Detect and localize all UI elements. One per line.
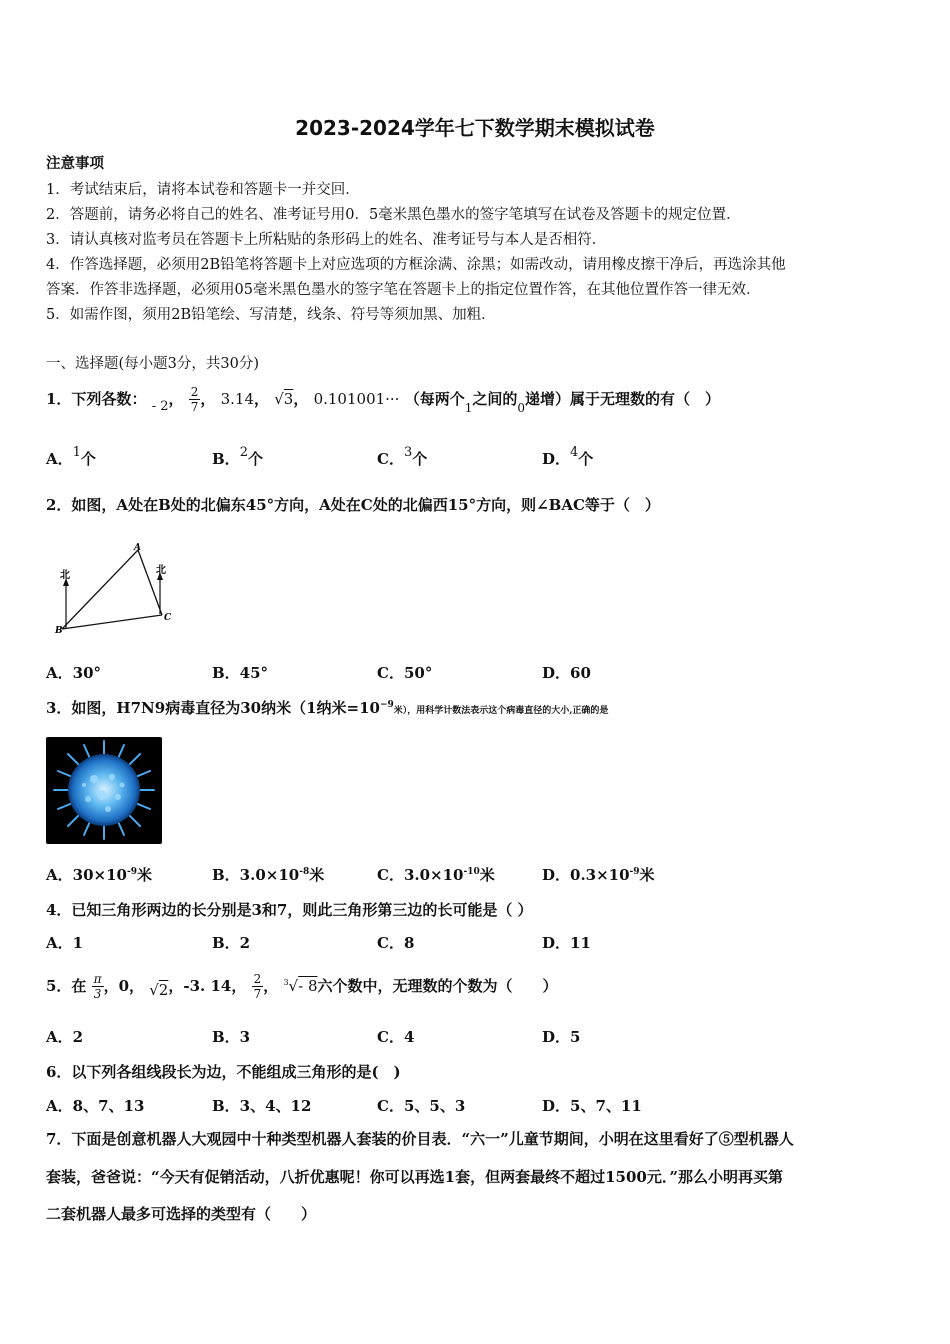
q1-option-a[interactable]: A．1个	[46, 445, 96, 468]
virus-image	[46, 737, 162, 844]
q5-pi-fraction	[92, 972, 104, 1002]
q1-num-3: 3.14	[220, 389, 254, 408]
section-heading: 一、选择题(每小题3分，共30分)	[46, 356, 259, 372]
point-c-label: C	[164, 613, 172, 623]
q5-option-b[interactable]: B．3	[212, 1028, 251, 1046]
q2-option-c[interactable]: C．50°	[377, 664, 433, 682]
q5-p2: ，0，	[103, 976, 144, 995]
question-3	[46, 697, 608, 718]
point-a-label: A	[134, 543, 141, 553]
north-label-c: 北	[156, 565, 166, 576]
q5-p4: ，	[263, 976, 279, 995]
notice-heading: 注意事项	[46, 155, 104, 172]
q1-suffix-a: （每两个	[404, 389, 465, 408]
q5-cube-root: $^3$√- 8	[283, 976, 318, 995]
q1-zero: 0	[517, 400, 526, 415]
virus-illustration	[46, 737, 162, 844]
notice-item: 1．考试结束后，请将本试卷和答题卡一并交回．	[46, 182, 360, 198]
q5-option-a[interactable]: A．2	[46, 1028, 84, 1046]
q2-option-d[interactable]: D．60	[542, 664, 591, 682]
page-title: 2023-2024学年七下数学期末模拟试卷	[295, 116, 655, 140]
q5-cube-index: 3	[283, 977, 289, 987]
q3-text-b: 米）	[393, 706, 408, 716]
q1-suffix-c: 递增）属于无理数的有（ ）	[525, 389, 721, 408]
question-7-line-2: 套装，爸爸说：“今天有促销活动，八折优惠呢！你可以再选1套，但两套最终不超过1500元．”那么小明再买第	[46, 1168, 783, 1186]
q1-radicand: 3	[283, 389, 294, 408]
q1-frac-num: 2	[190, 385, 199, 399]
question-5	[46, 972, 558, 1002]
question-7-line-1: 7．下面是创意机器人大观园中十种类型机器人套装的价目表．“六一”儿童节期间，小明在这里看好了⑤型机器人	[46, 1130, 794, 1148]
q3-option-c[interactable]: C．$3.0\times 10^{-10}$米	[377, 866, 495, 884]
q5-frac-num: 2	[253, 972, 262, 986]
segment-bc	[62, 615, 162, 629]
q1-suffix-b: 之间的	[472, 389, 518, 408]
q5-option-c[interactable]: C．4	[377, 1028, 415, 1046]
q3-text: 3．如图，H7N9病毒直径为30纳米（1纳米=10	[46, 699, 380, 717]
q1-one: 1	[464, 400, 473, 415]
q2-option-a[interactable]: A．30°	[46, 664, 102, 682]
q1-option-b[interactable]: B．2个	[212, 445, 263, 468]
notice-item: 5．如需作图，须用2B铅笔绘、写清楚，线条、符号等须加黑、加粗．	[46, 307, 496, 323]
q5-option-d[interactable]: D．5	[542, 1028, 581, 1046]
question-2: 2．如图，A处在B处的北偏东45°方向，A处在C处的北偏西15°方向，则∠BAC等于（ ）	[46, 496, 660, 514]
notice-item: 3．请认真核对监考员在答题卡上所粘贴的条形码上的姓名、准考证号与本人是否相符．	[46, 232, 607, 248]
north-label-b: 北	[60, 570, 70, 581]
question-4: 4．已知三角形两边的长分别是3和7，则此三角形第三边的长可能是（ ）	[46, 901, 533, 919]
q1-fraction	[189, 385, 201, 415]
q5-radical: √2	[149, 980, 169, 999]
segment-ba	[62, 550, 138, 629]
q5-p3: ，-3. 14，	[168, 976, 247, 995]
q5-radicand: 2	[158, 980, 169, 999]
q6-option-a[interactable]: A．8、7、13	[46, 1097, 145, 1115]
question-7-line-3: 二套机器人最多可选择的类型有（ ）	[46, 1205, 317, 1223]
notice-item: 2．答题前，请务必将自己的姓名、准考证号用0．5毫米黑色墨水的签字笔填写在试卷及答题卡的规定位置．	[46, 207, 741, 223]
q4-option-b[interactable]: B．2	[212, 934, 251, 952]
q3-option-d[interactable]: D．$0.3\times 10^{-9}$米	[542, 866, 655, 884]
q5-cube-radicand: - 8	[298, 976, 318, 995]
q5-fraction	[252, 972, 264, 1002]
q6-option-b[interactable]: B．3、4、12	[212, 1097, 312, 1115]
q4-option-a[interactable]: A．1	[46, 934, 84, 952]
q5-pi-num: π	[93, 972, 102, 986]
q4-option-d[interactable]: D．11	[542, 934, 591, 952]
notice-item: 答案．作答非选择题，必须用05毫米黑色墨水的签字笔在答题卡上的指定位置作答，在其他位置作答一律无效．	[46, 282, 761, 298]
q6-option-d[interactable]: D．5、7、11	[542, 1097, 642, 1115]
q1-prefix: 1．下列各数：	[46, 389, 147, 408]
q1-num-1: - 2	[151, 398, 169, 414]
q5-frac-den: 7	[253, 987, 262, 1002]
q1-option-c[interactable]: C．3个	[377, 445, 428, 468]
q5-prefix: 5．在	[46, 976, 87, 995]
q5-suffix: 六个数中，无理数的个数为（ ）	[317, 976, 558, 995]
q6-option-c[interactable]: C．5、5、3	[377, 1097, 466, 1115]
q2-option-b[interactable]: B．45°	[212, 664, 269, 682]
q1-radical: √3	[274, 389, 294, 408]
notice-item: 4．作答选择题，必须用2B铅笔将答题卡上对应选项的方框涂满、涂黑；如需改动，请用橡皮擦干净后，再选涂其他	[46, 257, 786, 273]
q1-num-5: 0.101001···	[313, 389, 400, 408]
q3-exponent: −9	[379, 700, 394, 710]
q3-small-text: ，用科学计数法表示这个病毒直径的大小,正确的是	[407, 706, 609, 716]
point-b-label: B	[55, 626, 63, 636]
q3-option-a[interactable]: A．$30\times 10^{-9}$米	[46, 866, 152, 884]
question-1: 1．下列各数： - 2， $\frac{2}{7}$ ， 3.14， √3， 0.101001··· （每两个$_1$之间的$_0$递增）属于无理数的有（ ）	[46, 385, 721, 415]
segment-ac	[138, 550, 162, 615]
q3-option-b[interactable]: B．$3.0\times 10^{-8}$米	[212, 866, 325, 884]
q5-pi-den: 3	[93, 987, 102, 1002]
q2-figure	[52, 538, 182, 638]
q1-frac-den: 7	[190, 400, 199, 415]
question-6: 6．以下列各组线段长为边，不能组成三角形的是( )	[46, 1063, 401, 1081]
q1-option-d[interactable]: D．4个	[542, 445, 594, 468]
q4-option-c[interactable]: C．8	[377, 934, 415, 952]
